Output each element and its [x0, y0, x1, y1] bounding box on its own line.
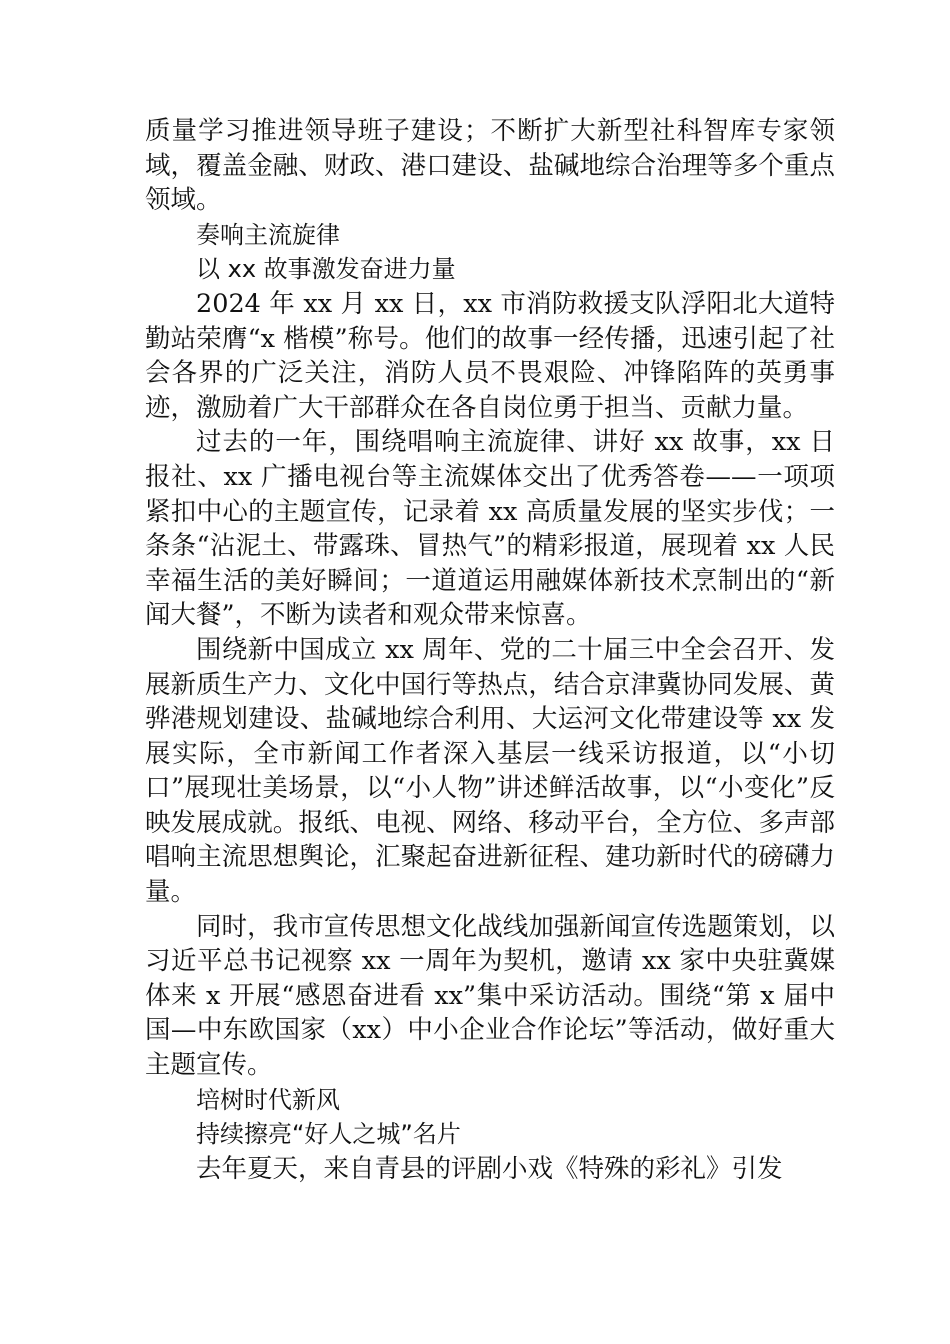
paragraph-hot-topics: 围绕新中国成立 xx 周年、党的二十届三中全会召开、发展新质生产力、文化中国行等热点，结合京津冀协同发展、黄骅港规划建设、盐碱地综合利用、大运河文化带建设等 xx 发展实际，全市新闻工作者深入基层一线采访报道，以“小切口”展现壮美场景，以“小人物”讲述鲜活故事，以“小变化”反映发展成就。报纸、电视、网络、移动平台，全方位、多声部唱响主流思想舆论，汇聚起奋进新征程、建功新时代的磅礴力量。 [145, 634, 835, 908]
paragraph-central-media: 同时，我市宣传思想文化战线加强新闻宣传选题策划，以习近平总书记视察 xx 一周年为契机，邀请 xx 家中央驻冀媒体来 x 开展“感恩奋进看 xx”集中采访活动。围绕“第 x 届中国—中东欧国家（xx）中小企业合作论坛”等活动，做好重大主题宣传。 [145, 911, 835, 1081]
paragraph-past-year: 过去的一年，围绕唱响主流旋律、讲好 xx 故事，xx 日报社、xx 广播电视台等主流媒体交出了优秀答卷——一项项紧扣中心的主题宣传，记录着 xx 高质量发展的坚实步伐；一条条“沾泥土、带露珠、冒热气”的精彩报道，展现着 xx 人民幸福生活的美好瞬间；一道道运用融媒体新技术烹制出的“新闻大餐”，不断为读者和观众带来惊喜。 [145, 427, 835, 631]
section-subheading-stories: 以 xx 故事激发奋进力量 [196, 255, 456, 284]
section-heading-main-melody: 奏响主流旋律 [196, 220, 340, 249]
section-subheading-good-people-city: 持续擦亮“好人之城”名片 [196, 1120, 461, 1149]
document-page [145, 114, 835, 1186]
paragraph-firefighters: 2024 年 xx 月 xx 日，xx 市消防救援支队浮阳北大道特勤站荣膺“x 楷模”称号。他们的故事一经传播，迅速引起了社会各界的广泛关注，消防人员不畏艰险、冲锋陷阵的英勇事迹，激励着广大干部群众在各自岗位勇于担当、贡献力量。 [145, 288, 835, 423]
paragraph-intro: 质量学习推进领导班子建设；不断扩大新型社科智库专家领域，覆盖金融、财政、港口建设、盐碱地综合治理等多个重点领域。 [145, 116, 835, 216]
section-heading-new-trends: 培树时代新风 [196, 1085, 340, 1114]
paragraph-opera: 去年夏天，来自青县的评剧小戏《特殊的彩礼》引发 [196, 1153, 783, 1184]
